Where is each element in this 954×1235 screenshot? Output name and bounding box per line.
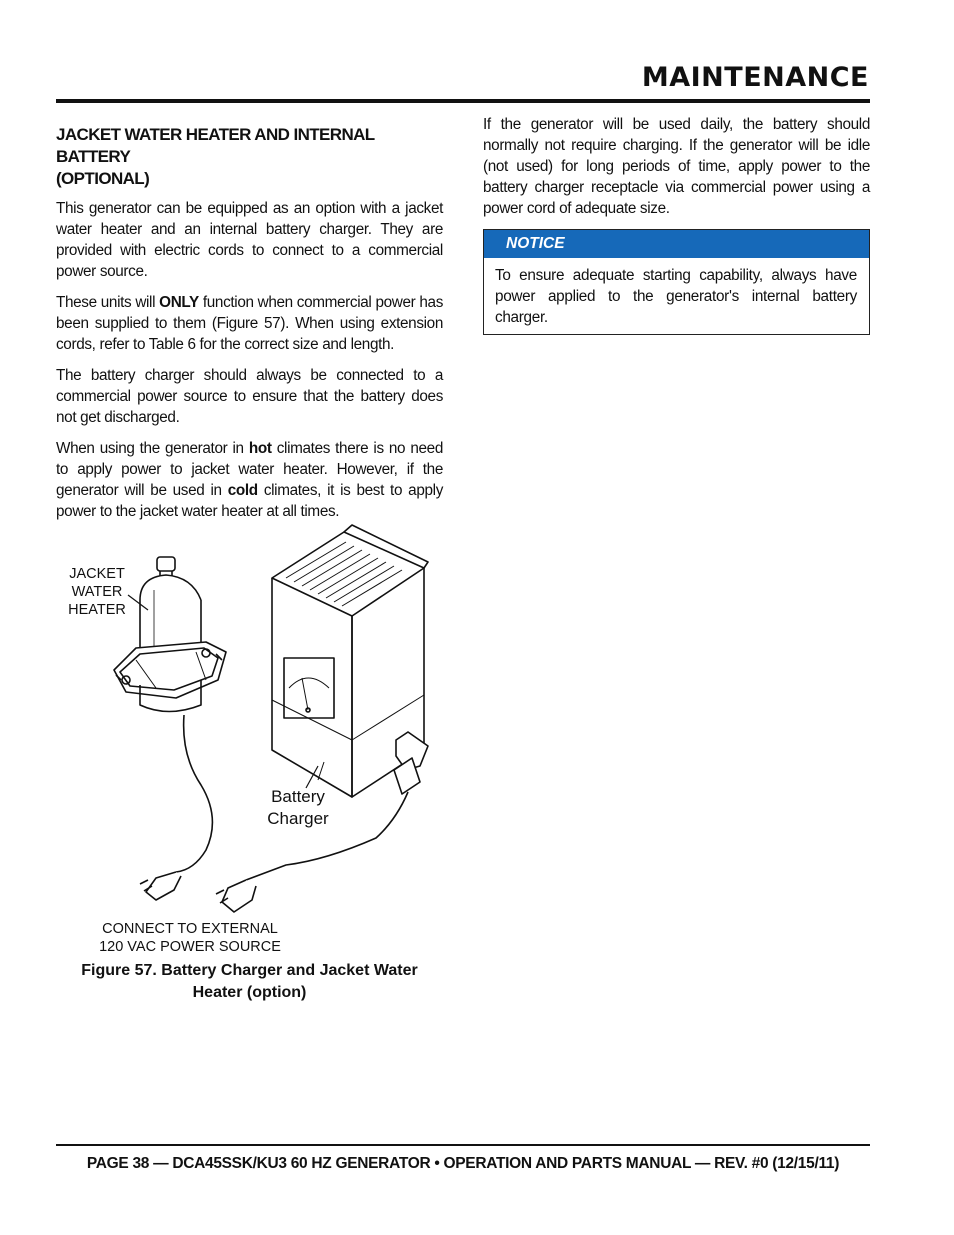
label-jacket-water-heater bbox=[62, 565, 132, 619]
paragraph-intro: This generator can be equipped as an option with a jacket water heater and an internal battery charger. They are provided with electric cords to connect to a commercial power source. bbox=[56, 200, 443, 280]
text-run: climates, it is best to apply power to the jacket water heater at all times. bbox=[56, 482, 443, 520]
right-column bbox=[483, 114, 870, 335]
section-heading bbox=[56, 124, 443, 190]
figure-caption bbox=[56, 960, 443, 1004]
paragraph-climates bbox=[56, 438, 443, 522]
label-line: Charger bbox=[267, 809, 329, 828]
caption-line2: Heater (option) bbox=[192, 984, 307, 1001]
left-column bbox=[56, 124, 443, 532]
page-footer: PAGE 38 — DCA45SSK/KU3 60 HZ GENERATOR • OPERATION AND PARTS MANUAL — REV. #0 (12/15/11) bbox=[86, 1155, 840, 1172]
paragraph-charger-connected: The battery charger should always be connected to a commercial power source to ensure that the battery does not get discharged. bbox=[56, 367, 443, 426]
section-heading-line1: JACKET WATER HEATER AND INTERNAL BATTERY bbox=[56, 125, 375, 166]
bold-hot: hot bbox=[248, 440, 272, 457]
text-run: When using the generator in bbox=[56, 440, 249, 457]
label-line: Battery bbox=[271, 787, 325, 806]
label-power-source bbox=[80, 920, 300, 956]
bold-cold: cold bbox=[227, 482, 258, 499]
notice-label: NOTICE bbox=[484, 230, 869, 258]
label-line: HEATER bbox=[68, 602, 126, 618]
label-line: JACKET bbox=[69, 566, 125, 582]
footer-rule bbox=[56, 1144, 870, 1146]
label-line: WATER bbox=[71, 584, 123, 600]
notice-box bbox=[483, 229, 870, 335]
battery-charger-drawing bbox=[216, 525, 428, 912]
page-section-title: MAINTENANCE bbox=[641, 62, 869, 93]
paragraph-only-function bbox=[56, 292, 443, 355]
figure-57 bbox=[56, 520, 443, 970]
text-run: function when commercial power has been supplied to them (Figure 57). When using extension cords, refer to Table 6 for the correct size and length. bbox=[56, 294, 443, 353]
notice-text: To ensure adequate starting capability, always have power applied to the generator's internal battery charger. bbox=[495, 267, 857, 326]
bold-only: ONLY bbox=[159, 294, 199, 311]
section-heading-line2: (OPTIONAL) bbox=[56, 169, 150, 188]
paragraph-daily-use: If the generator will be used daily, the battery should normally not require charging. If the generator will be idle (not used) for long periods of time, apply power to the battery charger receptacle via commercial power using a power cord of adequate size. bbox=[483, 116, 870, 217]
text-run: These units will bbox=[56, 294, 160, 311]
text-run: climates there is no need to apply power to jacket water heater. However, if the generator will be used in bbox=[56, 440, 443, 499]
label-line: CONNECT TO EXTERNAL bbox=[102, 921, 278, 937]
caption-line1: Figure 57. Battery Charger and Jacket Water bbox=[81, 962, 418, 979]
label-battery-charger bbox=[256, 786, 340, 830]
label-line: 120 VAC POWER SOURCE bbox=[99, 939, 281, 955]
header-rule bbox=[56, 99, 870, 103]
